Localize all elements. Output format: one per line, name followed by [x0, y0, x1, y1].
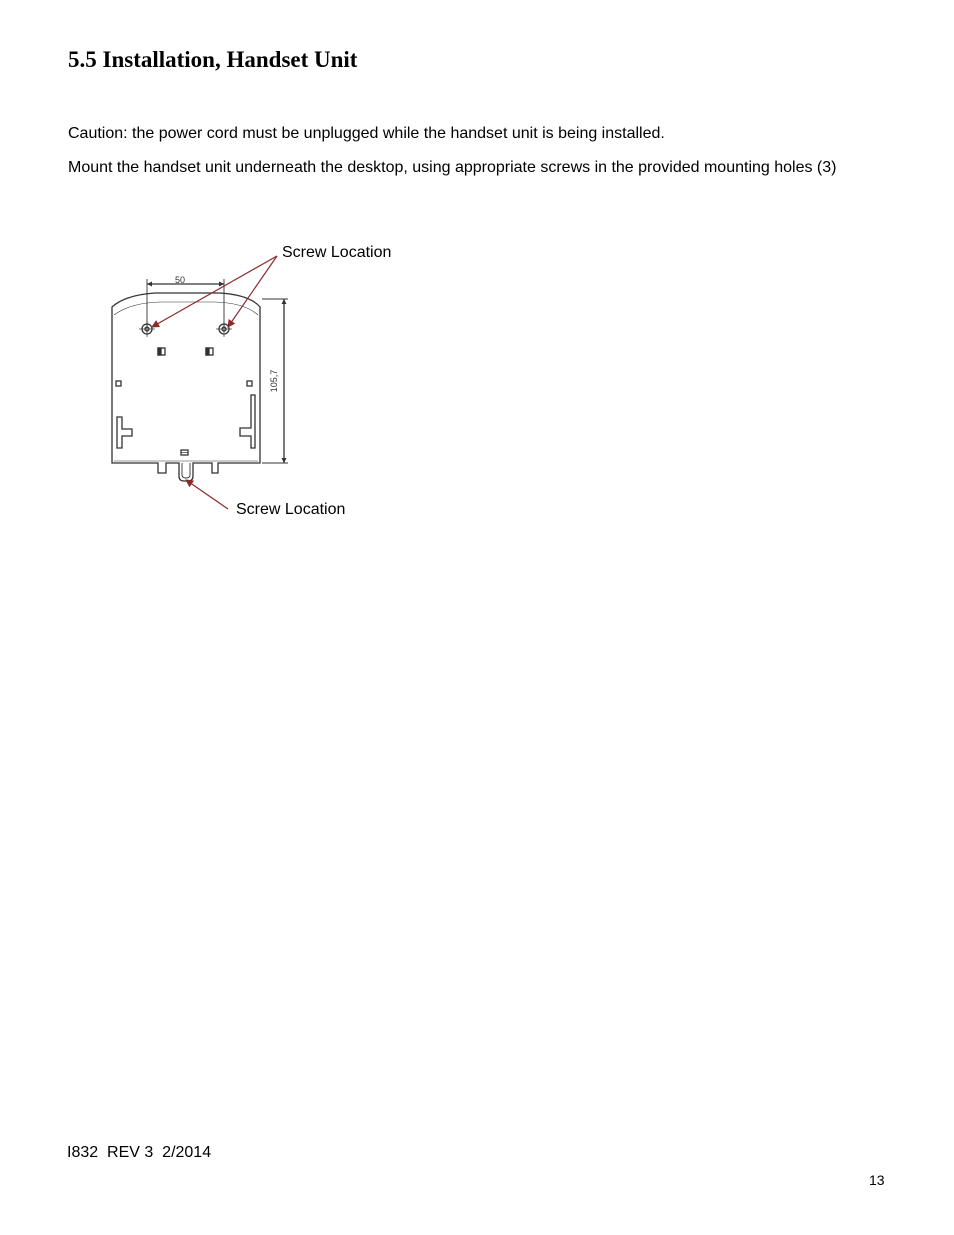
screw-hole-left	[139, 321, 155, 337]
page-number: 13	[869, 1172, 885, 1188]
leader-arrow-bottom-screw	[186, 480, 228, 509]
footer-revision: I832 REV 3 2/2014	[67, 1144, 212, 1161]
width-dimension-label: 50	[174, 275, 186, 285]
screw-hole-right	[216, 321, 232, 337]
mounting-instructions-paragraph: Mount the handset unit underneath the desktop, using appropriate screws in the provided mounting holes (3)	[68, 159, 837, 176]
handset-drawing	[100, 235, 420, 535]
side-tab-left	[117, 417, 132, 448]
caution-paragraph: Caution: the power cord must be unplugged while the handset unit is being installed.	[68, 125, 665, 142]
section-heading: 5.5 Installation, Handset Unit	[68, 47, 358, 72]
leader-arrow-left-screw	[152, 256, 277, 327]
handset-mounting-diagram	[100, 235, 420, 535]
height-dimension-label: 105,7	[269, 369, 279, 393]
side-tab-right	[240, 395, 255, 448]
callout-screw-location-top: Screw Location	[282, 244, 392, 261]
callout-screw-location-bottom: Screw Location	[236, 501, 346, 518]
leader-arrow-right-screw	[228, 256, 277, 327]
